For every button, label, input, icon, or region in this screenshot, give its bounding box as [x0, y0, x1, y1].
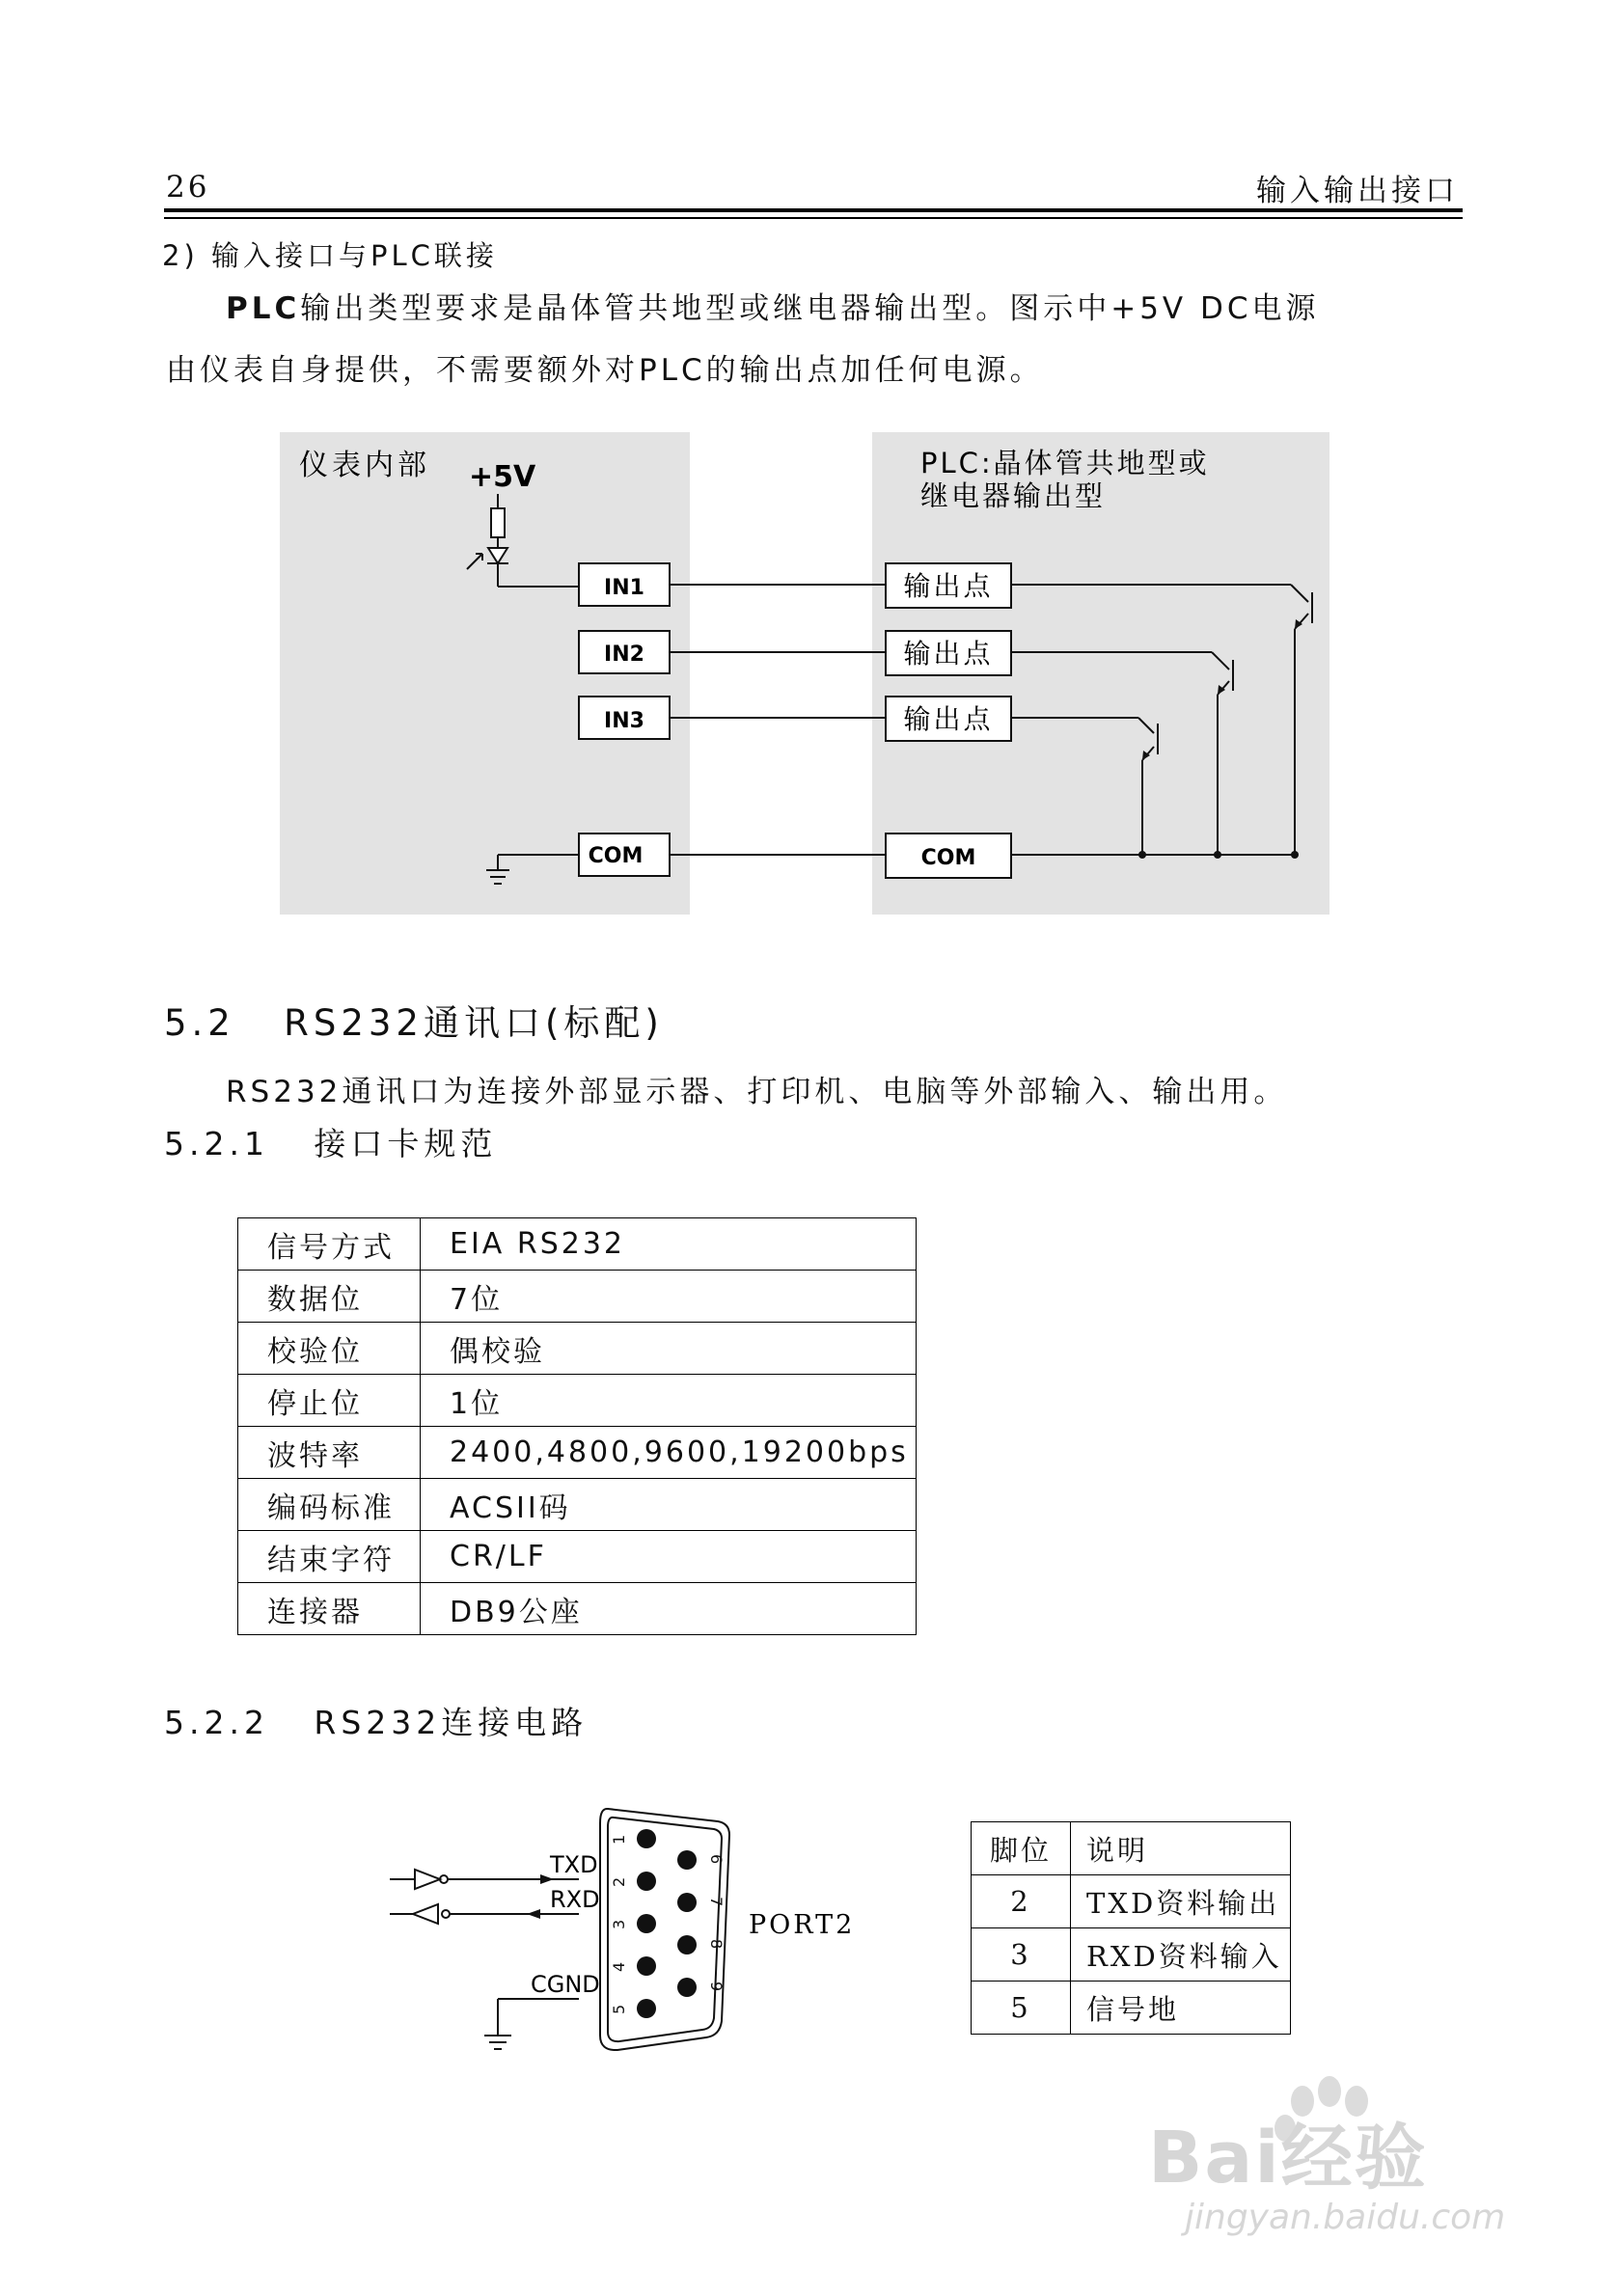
spec-name: 编码标准 [238, 1479, 421, 1531]
table-row [238, 1271, 917, 1323]
spec-name: 结束字符 [238, 1531, 421, 1583]
rxd-arrow [527, 1909, 540, 1919]
pin-desc: RXD资料输入 [1071, 1928, 1291, 1982]
spec-name: 连接器 [238, 1583, 421, 1635]
pin-6-label: 6 [707, 1854, 726, 1865]
plc-panel-title-2: 继电器输出型 [920, 479, 1107, 512]
spec-value: EIA RS232 [421, 1218, 917, 1271]
section-5-2-title: 5.2 RS232通讯口(标配) [164, 1002, 664, 1044]
port-label: PORT2 [749, 1910, 856, 1940]
com-left-label: COM [588, 844, 644, 868]
table-row [238, 1218, 917, 1271]
pin-9-label: 9 [707, 1982, 726, 1992]
section-5-2-2-title: 5.2.2 RS232连接电路 [164, 1704, 589, 1741]
out2-label: 输出点 [903, 638, 994, 670]
desc-header: 说明 [1071, 1822, 1291, 1875]
supply-label: +5V [469, 460, 536, 494]
table-row [972, 1982, 1291, 2035]
plc-section-title: 2) 输入接口与PLC联接 [162, 239, 498, 272]
table-row [238, 1531, 917, 1583]
plc-paragraph-line2: 由仪表自身提供，不需要额外对PLC的输出点加任何电源。 [166, 353, 1044, 388]
table-row [238, 1583, 917, 1635]
pin-header: 脚位 [972, 1822, 1071, 1875]
connector-pins [637, 1829, 697, 2018]
spec-value: 1位 [421, 1375, 917, 1427]
pin-8-label: 8 [707, 1939, 726, 1950]
in1-label: IN1 [604, 576, 644, 600]
rs232-connector-diagram [0, 1736, 965, 2084]
table-header-row [972, 1822, 1291, 1875]
pin-number: 3 [972, 1928, 1071, 1982]
spec-value: CR/LF [421, 1531, 917, 1583]
spec-value: ACSII码 [421, 1479, 917, 1531]
cgnd-label: CGND [531, 1971, 600, 1998]
spec-name: 波特率 [238, 1427, 421, 1479]
section-5-2-intro: RS232通讯口为连接外部显示器、打印机、电脑等外部输入、输出用。 [226, 1075, 1288, 1109]
table-row [238, 1479, 917, 1531]
pin-5-label: 5 [610, 2004, 628, 2014]
spec-name: 校验位 [238, 1323, 421, 1375]
plc-paragraph-text1: 输出类型要求是晶体管共地型或继电器输出型。图示中+5V DC电源 [300, 291, 1320, 326]
pin-description-table [971, 1821, 1291, 2035]
pin-number: 5 [972, 1982, 1071, 2035]
spec-value: 偶校验 [421, 1323, 917, 1375]
pin-number: 2 [972, 1875, 1071, 1928]
spec-value: 7位 [421, 1271, 917, 1323]
out1-label: 输出点 [903, 570, 994, 602]
spec-name: 停止位 [238, 1375, 421, 1427]
table-row [238, 1375, 917, 1427]
spec-value: 2400,4800,9600,19200bps [421, 1427, 917, 1479]
table-row [972, 1875, 1291, 1928]
pin-number-labels [610, 1835, 726, 2014]
spec-value: DB9公座 [421, 1583, 917, 1635]
watermark-brand: Bai经验 [1148, 2117, 1428, 2200]
pin-2-label: 2 [610, 1876, 628, 1887]
section-5-2-1-title: 5.2.1 接口卡规范 [164, 1125, 498, 1162]
pin-4-label: 4 [610, 1961, 628, 1972]
spec-name: 数据位 [238, 1271, 421, 1323]
pin-desc: TXD资料输出 [1071, 1875, 1291, 1928]
table-row [972, 1928, 1291, 1982]
com-right-label: COM [920, 846, 976, 870]
instrument-panel-title: 仪表内部 [299, 449, 430, 482]
out3-label: 输出点 [903, 703, 994, 735]
in2-label: IN2 [604, 642, 644, 667]
watermark-url: jingyan.baidu.com [1185, 2198, 1506, 2237]
table-row [238, 1427, 917, 1479]
pin-1-label: 1 [610, 1834, 628, 1845]
page-number: 26 [166, 170, 210, 205]
rxd-label: RXD [550, 1886, 600, 1913]
plc-wiring-diagram [0, 0, 1617, 965]
interface-spec-table [237, 1217, 917, 1635]
pin-3-label: 3 [610, 1919, 628, 1929]
txd-label: TXD [550, 1851, 598, 1878]
watermark-logo [1138, 2074, 1544, 2267]
pin-desc: 信号地 [1071, 1982, 1291, 2035]
spec-name: 信号方式 [238, 1218, 421, 1271]
plc-bold-term: PLC [226, 291, 301, 326]
pin-7-label: 7 [707, 1897, 726, 1907]
in3-label: IN3 [604, 709, 644, 733]
chapter-title: 输入输出接口 [1256, 174, 1459, 208]
table-row [238, 1323, 917, 1375]
plc-panel-title-1: PLC:晶体管共地型或 [920, 447, 1210, 479]
